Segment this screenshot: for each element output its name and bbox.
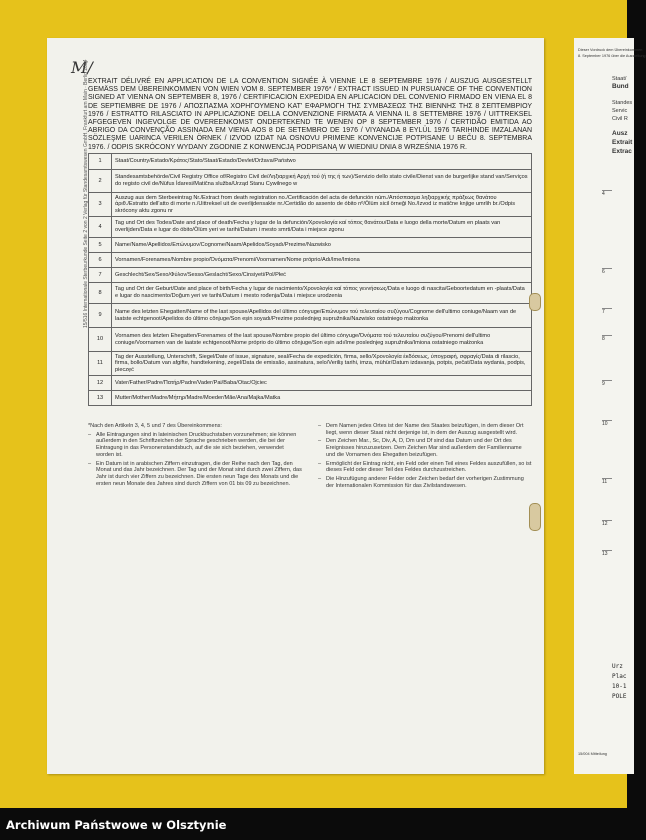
table-row: 3 Auszug aus dem Sterbeeintrag Nr./Extract from death registration no./Certificación del acta de defunción núm./Απόσπασμα ληξιαρχικής πράξεως θανάτου άριθ./Estratto dell'atto di morte n./Uittreksel uit de overlijdensakte nr./Certidão do assento de óbito nº/Ölüm sicil örneği No./Izvod iz matične knjige umrlih br./Odpis skrócony aktu zgonu nr: [89, 193, 532, 217]
staple-top: [529, 293, 541, 311]
right-page-label: Extrac: [612, 148, 632, 155]
footnotes-right: [318, 423, 532, 491]
right-page-note: Dieser Vordruck dem Übereinkommen: [578, 48, 643, 52]
footnote-intro: *Nach den Artikeln 3, 4, 5 und 7 des Übereinkommens:: [88, 423, 222, 429]
footnote-item: – Ein Datum ist in arabischen Ziffern einzutragen, die der Reihe nach den Tag, den Monat und das Jahr bezeichnen. Der Tag und der Monat sind durch zwei Ziffern, das Jahr ist durch vier Ziffern zu bezeichnen. Die ersten neun Tage des Monats und die ersten neun Monate des Jahres sind durch Ziffern von 01 bis 09 zu bezeichnen.: [88, 461, 302, 488]
right-page-label: Standes: [612, 100, 633, 106]
table-row: 13 Mutter/Mother/Madre/Μήτηρ/Madre/Moeder/Mãe/Ana/Majka/Matka: [89, 391, 532, 406]
table-row: 6 Vornamen/Forenames/Nombre propio/Όνόματα/Prenomi/Voornamen/Nome próprio/Adı/Ime/Imiona: [89, 253, 532, 268]
typed-entry: Plac: [612, 673, 627, 680]
archive-label: Archiwum Państwowe w Olsztynie: [6, 818, 227, 832]
typed-entry: POLE: [612, 693, 627, 700]
footnote-item: – Den Zeichen Mar., Sc, Div, A, D, Dm und Df sind das Datum und der Ort des Ereignisses hinzuzusetzen. Dem Zeichen Mar sind außerdem der Familienname und die Vornamen des Ehegatten beizufügen.: [318, 438, 532, 458]
table-row: 12 Vater/Father/Padre/Πατήρ/Padre/Vader/Pai/Baba/Otac/Ojciec: [89, 376, 532, 391]
table-row: 11 Tag der Ausstellung, Unterschrift, Siegel/Date of issue, signature, seal/Fecha de expedición, firma, sello/Χρονολογία έκδόσεως, ύπογραφή, σφραγίς/Data di rilascio, firma, bollo/Datum van afgifte, handtekening, zegel/Data de emissão, assinatura, selo/Veriliş tarihi, imza, mühür/Datum izdavanja, potpis, pečat/Data wydania, podpis, pieczęć: [89, 352, 532, 376]
handwritten-mark: M/: [71, 58, 93, 77]
right-page-footer-note: 15/004 Mitteilung: [578, 752, 607, 756]
right-page-label: Extrait: [612, 139, 633, 146]
field-table: [88, 153, 532, 406]
publisher-imprint: 15/516 Internationale Sterbeurkunde Seite 2 von 2 Verlag für Standesamtswesen GmbH, Frankfurt am Main · Berlin 2004: [83, 59, 89, 328]
certificate-back-page: [47, 38, 544, 774]
right-page-note: 8. September 1976 über die Ausstellung: [578, 54, 646, 58]
typed-entry: 10-1: [612, 683, 627, 690]
footnotes-left: [88, 423, 302, 489]
convention-header: EXTRAIT DÉLIVRÉ EN APPLICATION DE LA CONVENTION SIGNÉE À VIENNE LE 8 SEPTEMBRE 1976 / AUSZUG AUSGESTELLT GEMÄSS DEM ÜBEREINKOMMEN VON WIEN VOM 8. SEPTEMBER 1976* / EXTRACT ISSUED IN PURSUANCE OF THE CONVENTION SIGNED AT VIENNA ON SEPTEMBER 8, 1976 / CERTIFICACION EXPEDIDA EN APLICACION DEL CONVENIO FIRMADO EN VIENA EL 8 DE SEPTIEMBRE DE 1976 / ΑΠΟΣΠΑΣΜΑ ΧΟΡΗΓΟΥΜΕΝΟ ΚΑΤ' ΕΦΑΡΜΟΓΗ ΤΗΣ ΣΥΜΒΑΣΕΩΣ ΤΗΣ ΒΙΕΝΝΗΣ ΤΗΣ 8 ΣΕΠΤΕΜΒΡΙΟΥ 1976 / ESTRATTO RILASCIATO IN APPLICAZIONE DELLA CONVENZIONE FIRMATA A VIENNA IL 8 SETTEMBRE 1976 / UITTREKSEL AFGEGEVEN INGEVOLGE DE OVEREENKOMST ONDERTEKEND TE WENEN OP 8 SEPTEMBER 1976 / CERTIDÃO EMITIDA AO ABRIGO DA CONVENÇÃO ASSINADA EM VIENA AOS 8 DE SETEMBRO DE 1976 / VIYANADA 8 EYLÜL 1976 TARIHINDE IMZALANAN SÖZLEŞME UARINCA VERILEN ÖRNEK / IZVOD IZDAT NA OSNOVU PRIMENE KONVENCIJE POTPISANE U BEČU 8. SEPTEMBRA 1976. / ODPIS SKRÓCONY WYDANY ZGODNIE Z KONWENCJĄ PODPISANĄ W WIEDNIU DNIA 8 WRZEŚNIA 1976 R.: [88, 78, 532, 151]
footnote-item: – Die Hinzufügung anderer Felder oder Zeichen bedarf der vorherigen Zustimmung der Internationalen Kommission für das Zivilstandswesen.: [318, 476, 532, 489]
scanned-document: M/ EXTRAIT DÉLIVRÉ EN APPLICATION DE LA CONVENTION SIGNÉE À VIENNE LE 8 SEPTEMBRE 1976 / AUSZUG AUSGESTELLT GEMÄSS DEM ÜBEREINKOMMEN VON WIEN VOM 8. SEPTEMBER 1976* / EXTRACT ISSUED IN PURSUANCE OF THE CONVENTION SIGNED AT VIENNA ON SEPTEMBER 8, 1976 / CERTIFICACION EXPEDIDA EN APLICACION DEL CONVENIO FIRMADO EN VIENA EL 8 DE SEPTIEMBRE DE 1976 / ΑΠΟΣΠΑΣΜΑ ΧΟΡΗΓΟΥΜΕΝΟ ΚΑΤ' ΕΦΑΡΜΟΓΗ ΤΗΣ ΣΥΜΒΑΣΕΩΣ ΤΗΣ ΒΙΕΝΝΗΣ ΤΗΣ 8 ΣΕΠΤΕΜΒΡΙΟΥ 1976 / ESTRATTO RILASCIATO IN APPLICAZIONE DELLA CONVENZIONE FIRMATA A VIENNA IL 8 SETTEMBRE 1976 / UITTREKSEL AFGEGEVEN INGEVOLGE DE OVEREENKOMST ONDERTEKEND TE WENEN OP 8 SEPTEMBER 1976 / CERTIDÃO EMITIDA AO ABRIGO DA CONVENÇÃO ASSINADA EM VIENA AOS 8 DE SETEMBRO DE 1976 / VIYANADA 8 EYLÜL 1976 TARIHINDE IMZALANAN SÖZLEŞME UARINCA VERILEN ÖRNEK / IZVOD IZDAT NA OSNOVU PRIMENE KONVENCIJE POTPISANE U BEČU 8. SEPTEMBRA 1976. / ODPIS SKRÓCONY WYDANY ZGODNIE Z KONWENCJĄ PODPISANĄ W WIEDNIU DNIA 8 WRZEŚNIA 1976 R. 1 Staat/Country/Estado/Κράτος/Stato/Staat/Estado/Devlet/Država/Państwo 2 Standesamtsbehörde/Civil Registry Office of/Registro Civil de/Ληξιαρχική Αρχή τού (ή της ή των)/Servizio dello stato civile/Dienst van de burgerlijke stand van/Serviços do registo civil de/Nüfus İdaresi/Matična služba/Urząd Stanu Cywilnego w 3 Auszug aus dem Sterbeeintrag Nr./Extract from death registration no./Certificación del acta de defunción núm./Απόσπασμα ληξιαρχικής πράξεως θανάτου άριθ./Estratto dell'atto di morte n./Uittreksel uit de overlijdensakte nr./Certidão do assento de óbito nº/Ölüm sicil örneği No./Izvod iz matične knjige umrlih br./Odpis skrócony aktu zgonu nr 4 Tag und Ort des Todes/Date and place of death/Fecha y lugar de la defunción/Χρονολογία καί τόπος θανάτου/Data e luogo della morte/Datum en plaats van overlijden/Data e lugar do óbito/Ölüm yeri ve tarihi/Datum i mesto smrti/Data i miejsce zgonu 5 Name/Name/Apellidos/Επώνυμον/Cognome/Naam/Apelidos/Soyadı/Prezime/Nazwisko 6 Vornamen/Forenames/Nombre propio/Όνόματα/Prenomi/Voornamen/Nome próprio/Adı/Ime/Imiona 7 Geschlecht/Sex/Sexo/Φύλον/Sesso/Geslacht/Sexo/Cinsiyeti/Pol/Płeć 8 Tag und Ort der Geburt/Date and place of birth/Fecha y lugar de nacimiento/Χρονολογία καί τόπος γεννήσεως/Data e luogo di nascita/Geboortedatum en -plaats/Data e lugar do nascimento/Doğum yeri ve tarihi/Datum i mesto rođenja/Data i miejsce urodzenia 9 Name des letzten Ehegatten/Name of the last spouse/Apellidos del último cónyuge/Επώνυμον τού τελευταίου συζύγου/Cognome dell'ultimo coniuge/Naam van de laatste echtgenoot/Apelidos do último cônjuge/Son eşin soyadı/Prezime poslednjeg supružnika/Nazwisko ostatniego małżonka 10 Vornamen des letzten Ehegatten/Forenames of the last spouse/Nombre propio del último cónyuge/Όνόματα τού τελευταίου συζύγου/Prenomi dell'ultimo coniuge/Voornamen van de laatste echtgenoot/Nome próprio do último cônjuge/Son eşin adı/Ime poslednjeg supružnika/Imiona ostatniego małżonka 11 Tag der Ausstellung, Unterschrift, Siegel/Date of issue, signature, seal/Fecha de expedición, firma, sello/Χρονολογία έκδόσεως, ύπογραφή, σφραγίς/Data di rilascio, firma, bollo/Datum van afgifte, handtekening, zegel/Data de emissão, assinatura, selo/Veriliş tarihi, imza, mühür/Datum izdavanja, potpis, pečat/Data wydania, podpis, pieczęć 12 Vater/Father/Padre/Πατήρ/Padre/Vader/Pai/Baba/Otac/Ojciec 13 Mutter/Mother/Madre/Μήτηρ/Madre/Moeder/Mãe/Ana/Majka/Matka 15/516 Internationale Sterbeurkunde Seite 2 von 2 Verlag für Standesamtswesen GmbH, Frankfurt am Main · Berlin 2004 *Nach den Artikeln 3, 4, 5 und 7 des Übereinkommens: – Alle Eintragungen sind in lateinischen Druckbuchstaben vorzunehmen; sie können außerdem in den Schriftzeichen der Sprache geschrieben werden, die bei der Eintragung in das Personenstandsbuch, auf die sie sich beziehen, verwendet worden ist. – Ein Datum ist in arabischen Ziffern einzutragen, die der Reihe nach den Tag, den Monat und das Jahr bezeichnen. Der Tag und der Monat sind durch zwei Ziffern, das Jahr ist durch vier Ziffern zu bezeichnen. Die ersten neun Tage des Monats und die ersten neun Monate des Jahres sind durch Ziffern von 01 bis 09 zu bezeichnen. – Dem Namen jedes Ortes ist der Name des Staates beizufügen, in dem dieser Ort liegt, wenn dieser Staat nicht derjenige ist, in dem der Auszug ausgestellt wird. – Den Zeichen Mar., Sc, Div, A, D, Dm und Df sind das Datum und der Ort des Ereignisses hinzuzusetzen. Dem Zeichen Mar sind außerdem der Familienname und die Vornamen des Ehegatten beizufügen. – Ermöglicht der Eintrag nicht, ein Feld oder einen Teil eines Feldes auszufüllen, so ist dieses Feld oder dieser Teil des Feldes durchzustreichen. – Die Hinzufügung anderer Felder oder Zeichen bedarf der vorherigen Zustimmung der Internationalen Kommission für das Zivilstandswesen. Dieser Vordruck dem Übereinkommen 8. September 1976 über die Ausstellung Staat/ Bund Standes Servic Civil R Ausz Extrait Extrac 4 6 7 8 9 10 11 12 13 Urz Plac 10-1 POLE 15/004 Mitteilung: [0, 0, 627, 808]
right-page-label: Ausz: [612, 130, 628, 137]
right-page-label: Bund: [612, 83, 629, 90]
typed-entry: Urz: [612, 663, 623, 670]
footnote-item: – Alle Eintragungen sind in lateinischen Druckbuchstaben vorzunehmen; sie können außerdem in den Schriftzeichen der Sprache geschrieben werden, die bei der Eintragung in das Personenstandsbuch, auf die sie sich beziehen, verwendet worden ist.: [88, 432, 302, 459]
table-row: 5 Name/Name/Apellidos/Επώνυμον/Cognome/Naam/Apelidos/Soyadı/Prezime/Nazwisko: [89, 238, 532, 253]
right-page-label: Servic: [612, 108, 628, 114]
footnote-item: – Dem Namen jedes Ortes ist der Name des Staates beizufügen, in dem dieser Ort liegt, wenn dieser Staat nicht derjenige ist, in dem der Auszug ausgestellt wird.: [318, 423, 532, 436]
archive-footer: [0, 808, 627, 840]
right-page-label: Civil R: [612, 116, 628, 122]
table-row: 2 Standesamtsbehörde/Civil Registry Office of/Registro Civil de/Ληξιαρχική Αρχή τού (ή της ή των)/Servizio dello stato civile/Dienst van de burgerlijke stand van/Serviços do registo civil de/Nüfus İdaresi/Matična služba/Urząd Stanu Cywilnego w: [89, 170, 532, 193]
table-row: 4 Tag und Ort des Todes/Date and place of death/Fecha y lugar de la defunción/Χρονολογία καί τόπος θανάτου/Data e luogo della morte/Datum en plaats van overlijden/Data e lugar do óbito/Ölüm yeri ve tarihi/Datum i mesto smrti/Data i miejsce zgonu: [89, 217, 532, 238]
table-row: 8 Tag und Ort der Geburt/Date and place of birth/Fecha y lugar de nacimiento/Χρονολογία καί τόπος γεννήσεως/Data e luogo di nascita/Geboortedatum en -plaats/Data e lugar do nascimento/Doğum yeri ve tarihi/Datum i mesto rođenja/Data i miejsce urodzenia: [89, 283, 532, 304]
table-row: 9 Name des letzten Ehegatten/Name of the last spouse/Apellidos del último cónyuge/Επώνυμον τού τελευταίου συζύγου/Cognome dell'ultimo coniuge/Naam van de laatste echtgenoot/Apelidos do último cônjuge/Son eşin soyadı/Prezime poslednjeg supružnika/Nazwisko ostatniego małżonka: [89, 304, 532, 328]
staple-bottom: [529, 503, 541, 531]
table-row: 10 Vornamen des letzten Ehegatten/Forenames of the last spouse/Nombre propio del último cónyuge/Όνόματα τού τελευταίου συζύγου/Prenomi dell'ultimo coniuge/Voornamen van de laatste echtgenoot/Nome próprio do último cônjuge/Son eşin adı/Ime poslednjeg supružnika/Imiona ostatniego małżonka: [89, 328, 532, 352]
right-page-label: Staat/: [612, 76, 627, 82]
footnote-item: – Ermöglicht der Eintrag nicht, ein Feld oder einen Teil eines Feldes auszufüllen, so ist dieses Feld oder dieser Teil des Feldes durchzustreichen.: [318, 461, 532, 474]
table-row: 1 Staat/Country/Estado/Κράτος/Stato/Staat/Estado/Devlet/Država/Państwo: [89, 154, 532, 170]
table-row: 7 Geschlecht/Sex/Sexo/Φύλον/Sesso/Geslacht/Sexo/Cinsiyeti/Pol/Płeć: [89, 268, 532, 283]
